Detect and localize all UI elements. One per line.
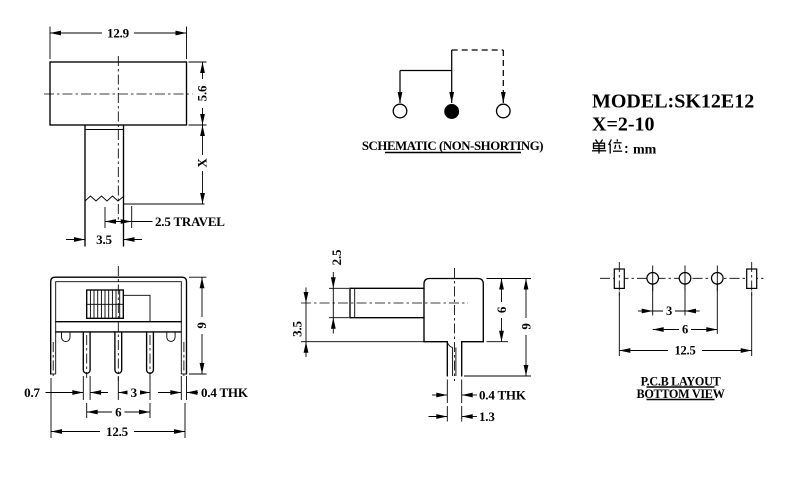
dim-text-travel: 2.5 TRAVEL [155, 214, 225, 229]
side-view [290, 249, 534, 424]
dim-text-pin-span: 6 [115, 404, 122, 420]
left-u-slot [62, 332, 71, 342]
dim-text-body-height: 5.6 [194, 85, 210, 102]
dim-text-body-height: 6 [494, 306, 509, 314]
dim-text-pin-width: 0.7 [24, 385, 40, 400]
dim-text-pcb-pitch: 3 [665, 304, 673, 318]
front-view [44, 26, 225, 248]
right-u-slot [167, 332, 175, 342]
unit-value: mm [633, 142, 657, 158]
pcb-view [600, 262, 766, 401]
dim-text-shaft-length: X [194, 158, 210, 168]
terminal-open-left [393, 104, 407, 118]
schematic-view [362, 50, 543, 153]
dim-text-width: 12.9 [107, 25, 129, 41]
dim-text-total-height: 9 [518, 323, 534, 330]
dim-text-pcb-span: 6 [681, 322, 689, 337]
title-block [592, 91, 754, 158]
dim-text-tab-thickness: 0.4 THK [201, 385, 248, 400]
dim-text-pcb-overall: 12.5 [674, 343, 696, 358]
terminal-open-right [497, 104, 511, 118]
model-number: MODEL:SK12E12 [592, 90, 755, 113]
slider-frame-step [123, 295, 150, 321]
dim-text-pin-thickness: 0.4 THK [479, 387, 526, 403]
dim-text-pin-pitch: 3 [130, 385, 137, 400]
pin-view [24, 266, 249, 439]
unit-label-cjk [592, 139, 627, 153]
dim-text-stem-width: 3.5 [96, 232, 112, 247]
pcb-caption-line2: BOTTOM VIEW [636, 386, 725, 401]
dim-text-stem-center: 3.5 [289, 321, 305, 337]
side-body-outline [424, 279, 483, 342]
slider-knob [87, 290, 124, 318]
dim-text-case-height: 9 [194, 322, 209, 329]
pcb-caption-line1: P.C.B LAYOUT [640, 374, 721, 389]
schematic-caption: SCHEMATIC (NON-SHORTING) [361, 139, 544, 153]
break-line-zigzag [85, 196, 124, 201]
dim-text-overall-width: 12.5 [106, 424, 128, 439]
dim-text-pin-width-side: 1.3 [479, 409, 495, 424]
terminal-common-filled [445, 105, 459, 119]
x-range: X=2-10 [592, 113, 655, 136]
dim-text-stem-height: 2.5 [329, 249, 344, 266]
